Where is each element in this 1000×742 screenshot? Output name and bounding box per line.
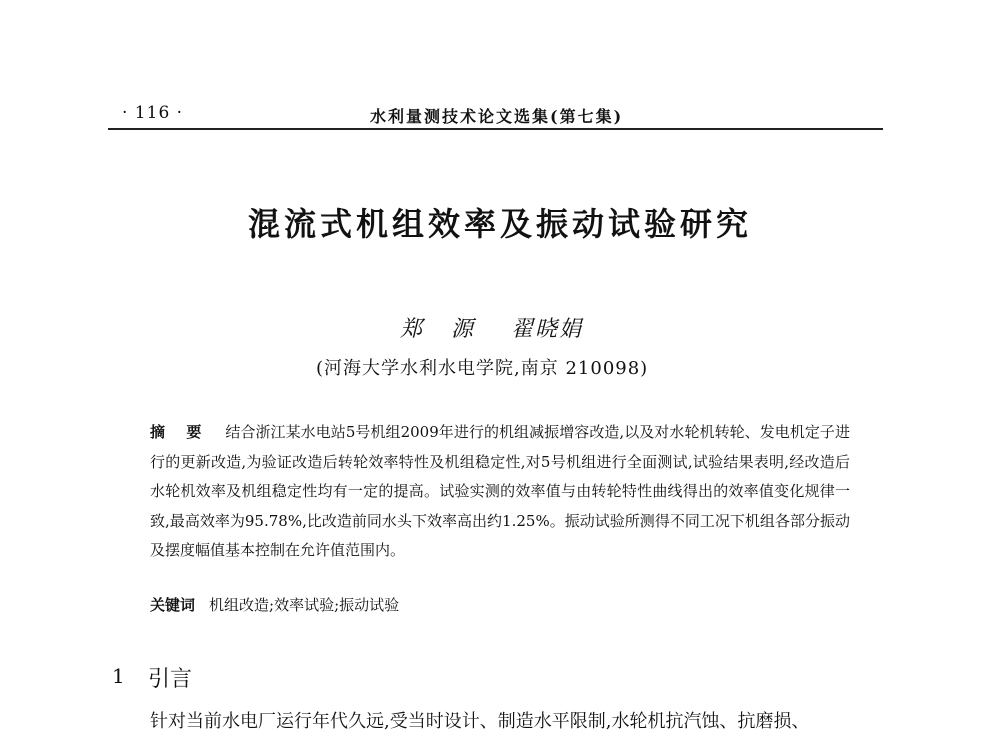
header-rule: [108, 128, 883, 130]
author-affiliation: (河海大学水利水电学院,南京 210098): [316, 358, 649, 379]
keywords: [150, 594, 399, 615]
keywords-text: 机组改造;效率试验;振动试验: [209, 596, 400, 614]
section-title: 引言: [148, 667, 193, 692]
abstract-label: 摘 要: [150, 423, 210, 441]
body-paragraph-line: 针对当前水电厂运行年代久远,受当时设计、制造水平限制,水轮机抗汽蚀、抗磨损、: [150, 711, 810, 732]
abstract-text: 结合浙江某水电站5号机组2009年进行的机组减振增容改造,以及对水轮机转轮、发电机定子进行的更新改造,为验证改造后转轮效率特性及机组稳定性,对5号机组进行全面测试,试验结果表明,经改造后水轮机效率及机组稳定性均有一定的提高。试验实测的效率值与由转轮特性曲线得出的效率值变化规律一致,最高效率为95.78%,比改造前同水头下效率高出约1.25%。振动试验所测得不同工况下机组各部分振动及摆度幅值基本控制在允许值范围内。: [150, 423, 850, 559]
article-title: 混流式机组效率及振动试验研究: [247, 205, 752, 243]
running-header-title: 水利量测技术论文选集(第七集): [370, 107, 624, 126]
keywords-label: 关键词: [150, 596, 196, 614]
article-authors: 郑 源 翟晓娟: [400, 317, 583, 342]
abstract: [150, 418, 850, 566]
page-number: · 116 ·: [122, 103, 184, 123]
section-number: 1: [112, 664, 125, 688]
